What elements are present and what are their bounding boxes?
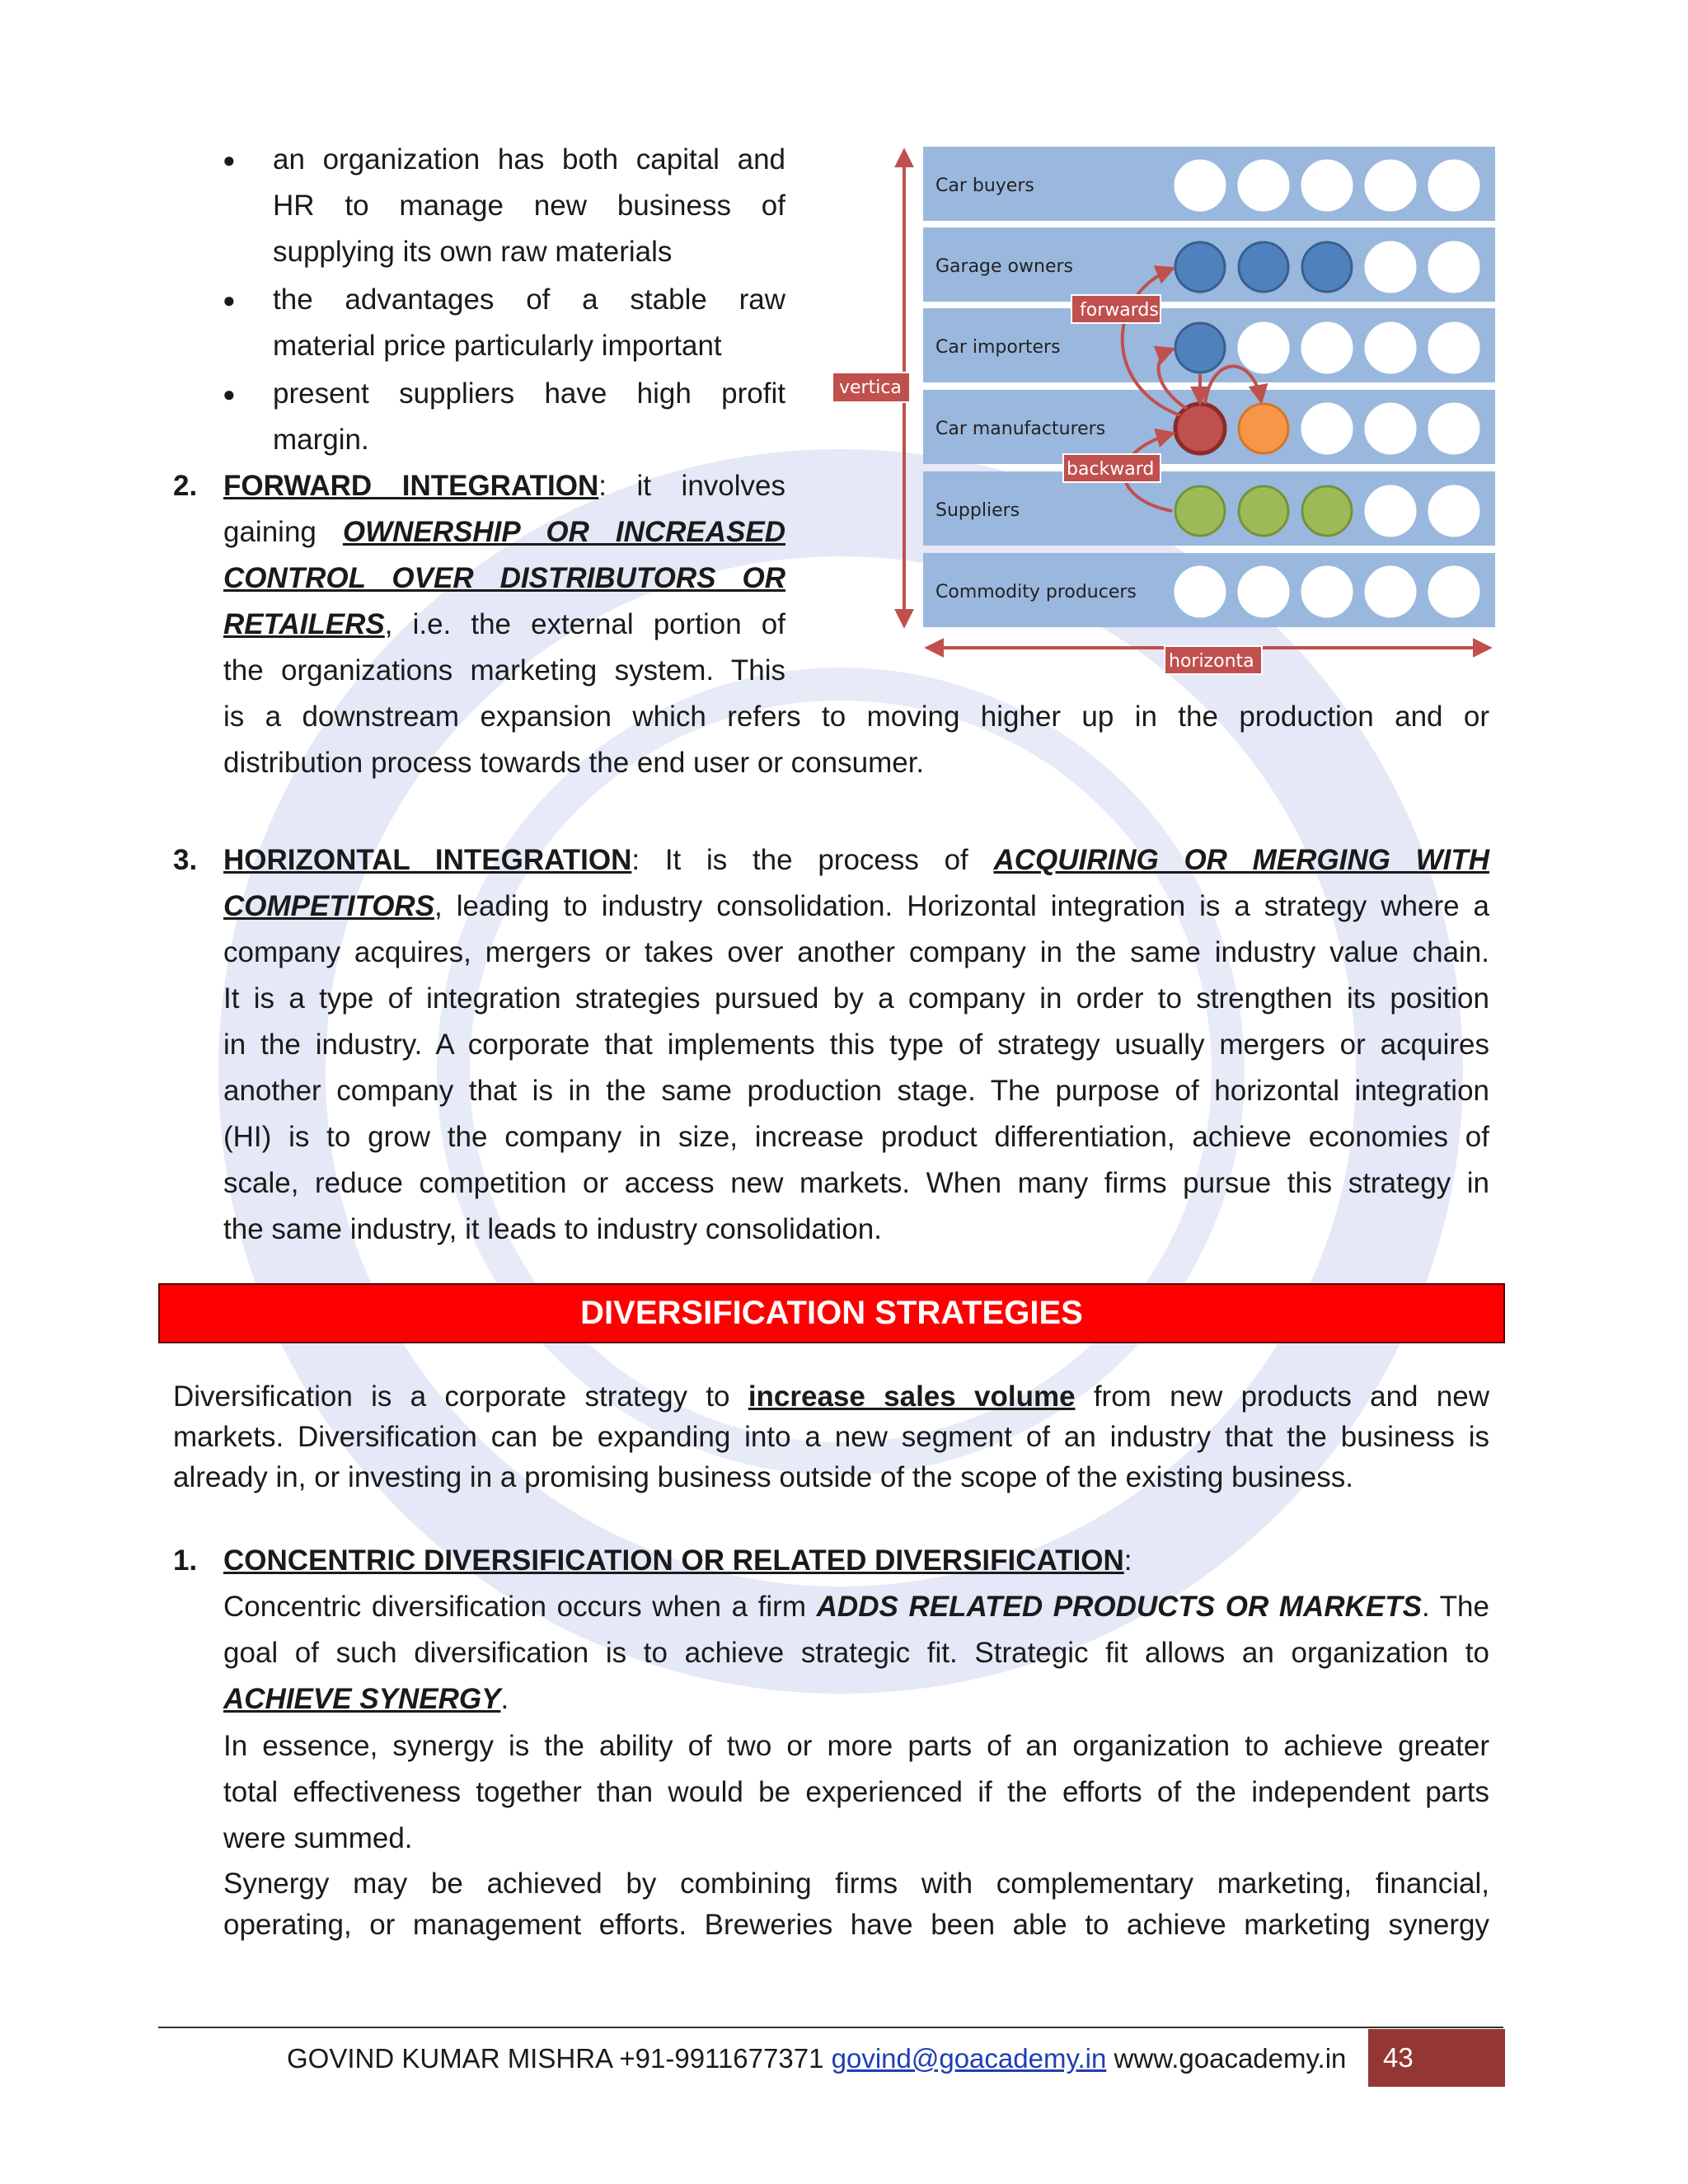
- footer-text: [287, 2034, 1346, 2083]
- node-circle: [1239, 161, 1288, 210]
- list-number: 3.: [173, 844, 198, 876]
- svg-text:Commodity producers: Commodity producers: [935, 582, 1137, 602]
- node-circle: [1302, 161, 1352, 210]
- node-circle: [1175, 404, 1225, 453]
- footer-rule: [158, 2027, 1503, 2028]
- label-backward: [1063, 454, 1160, 482]
- bullet-dot: ●: [223, 148, 236, 172]
- horizontal-heading: HORIZONTAL INTEGRATION: [223, 844, 632, 876]
- bullet-dot: ●: [223, 382, 236, 406]
- page-number-box: [1368, 2029, 1505, 2087]
- node-circle: [1175, 242, 1225, 292]
- horizontal-line: the same industry, it leads to industry consolidation.: [223, 1213, 882, 1245]
- svg-text:forwards: forwards: [1080, 300, 1159, 321]
- concentric-heading: CONCENTRIC DIVERSIFICATION OR RELATED DIVERSIFICATION: [223, 1544, 1124, 1577]
- concentric-line-1: Concentric diversification occurs when a firm ADDS RELATED PRODUCTS OR MARKETS. The: [223, 1591, 1489, 1623]
- integration-diagram: [824, 140, 1517, 684]
- node-circle: [1239, 567, 1288, 616]
- footer-site: www.goacademy.in: [1114, 2043, 1347, 2074]
- section-title-bar: DIVERSIFICATION STRATEGIES: [158, 1283, 1505, 1343]
- svg-text:vertica: vertica: [839, 377, 902, 398]
- page-number: 43: [1383, 2042, 1414, 2073]
- forward-line-7: distribution process towards the end user or consumer.: [223, 747, 925, 779]
- synergy-line-2: total effectiveness together than would be experienced if the efforts of the independent parts: [223, 1776, 1489, 1808]
- horizontal-line: scale, reduce competition or access new markets. When many firms pursue this strategy in: [223, 1167, 1489, 1199]
- bullet-dot: ●: [223, 288, 236, 312]
- forward-line-6: is a downstream expansion which refers to moving higher up in the production and or: [223, 701, 1489, 733]
- node-circle: [1366, 404, 1415, 453]
- bullet-line: an organization has both capital and: [273, 143, 785, 176]
- horizontal-line: (HI) is to grow the company in size, increase product differentiation, achieve economies of: [223, 1121, 1489, 1153]
- horizontal-line: company acquires, mergers or takes over another company in the same industry value chain.: [223, 936, 1489, 968]
- bullet-line: margin.: [273, 424, 369, 456]
- svg-text:Garage owners: Garage owners: [935, 256, 1073, 277]
- synergy-line-4: Synergy may be achieved by combining firms with complementary marketing, financial,: [223, 1868, 1489, 1900]
- footer-name: GOVIND KUMAR MISHRA +91-9911677371: [287, 2043, 824, 2074]
- node-circle: [1239, 323, 1288, 373]
- horizontal-line-1: HORIZONTAL INTEGRATION: It is the process of ACQUIRING OR MERGING WITH: [223, 844, 1489, 876]
- node-circle: [1175, 486, 1225, 536]
- node-circle: [1366, 567, 1415, 616]
- node-circle: [1429, 323, 1479, 373]
- bullet-line: present suppliers have high profit: [273, 377, 785, 410]
- node-circle: [1429, 161, 1479, 210]
- list-number: 1.: [173, 1544, 198, 1577]
- horizontal-line: another company that is in the same production stage. The purpose of horizontal integration: [223, 1075, 1489, 1107]
- forward-line-5: the organizations marketing system. This: [223, 654, 785, 687]
- forward-line-2: gaining OWNERSHIP OR INCREASED: [223, 516, 785, 548]
- node-circle: [1366, 486, 1415, 536]
- synergy-line-1: In essence, synergy is the ability of two or more parts of an organization to achieve greater: [223, 1730, 1489, 1762]
- node-circle: [1302, 404, 1352, 453]
- forward-heading: FORWARD INTEGRATION: [223, 470, 599, 502]
- synergy-line-5: operating, or management efforts. Breweries have been able to achieve marketing synergy: [223, 1909, 1489, 1941]
- node-circle: [1429, 242, 1479, 292]
- node-circle: [1429, 567, 1479, 616]
- svg-text:horizonta: horizonta: [1169, 651, 1254, 672]
- bullet-line: the advantages of a stable raw: [273, 284, 785, 316]
- bullet-line: material price particularly important: [273, 330, 722, 362]
- node-circle: [1175, 323, 1225, 373]
- node-circle: [1239, 404, 1288, 453]
- diversification-line-2: markets. Diversification can be expanding into a new segment of an industry that the business is: [173, 1421, 1489, 1453]
- node-circle: [1302, 486, 1352, 536]
- node-circle: [1239, 242, 1288, 292]
- diversification-line-3: already in, or investing in a promising business outside of the scope of the existing business.: [173, 1461, 1353, 1493]
- bullet-line: HR to manage new business of: [273, 190, 785, 222]
- svg-text:Car buyers: Car buyers: [935, 176, 1034, 196]
- node-circle: [1175, 161, 1225, 210]
- node-circle: [1302, 567, 1352, 616]
- concentric-heading-line: CONCENTRIC DIVERSIFICATION OR RELATED DIVERSIFICATION:: [223, 1544, 1132, 1577]
- svg-text:Suppliers: Suppliers: [935, 500, 1020, 521]
- node-circle: [1239, 486, 1288, 536]
- horizontal-line: It is a type of integration strategies pursued by a company in order to strengthen its position: [223, 982, 1489, 1015]
- concentric-line-3: ACHIEVE SYNERGY.: [223, 1683, 509, 1715]
- label-vertical: [832, 373, 910, 402]
- horizontal-line: in the industry. A corporate that implements this type of strategy usually mergers or acquires: [223, 1029, 1489, 1061]
- list-number: 2.: [173, 470, 198, 502]
- svg-text:Car manufacturers: Car manufacturers: [935, 419, 1106, 439]
- node-circle: [1429, 486, 1479, 536]
- node-circle: [1366, 323, 1415, 373]
- forward-line-1: FORWARD INTEGRATION: it involves: [223, 470, 785, 502]
- bullet-line: supplying its own raw materials: [273, 236, 673, 268]
- horizontal-line-2: COMPETITORS, leading to industry consolidation. Horizontal integration is a strategy where a: [223, 890, 1489, 922]
- forward-line-3: CONTROL OVER DISTRIBUTORS OR: [223, 562, 785, 594]
- label-forwards: [1071, 295, 1160, 323]
- node-circle: [1366, 161, 1415, 210]
- node-circle: [1175, 567, 1225, 616]
- node-circle: [1302, 242, 1352, 292]
- node-circle: [1429, 404, 1479, 453]
- node-circle: [1302, 323, 1352, 373]
- svg-text:Car importers: Car importers: [935, 337, 1061, 358]
- label-horizontal: [1165, 646, 1262, 674]
- diversification-line-1: Diversification is a corporate strategy to increase sales volume from new products and new: [173, 1380, 1489, 1413]
- node-circle: [1366, 242, 1415, 292]
- concentric-line-2: goal of such diversification is to achieve strategic fit. Strategic fit allows an organization to: [223, 1637, 1489, 1669]
- forward-line-4: RETAILERS, i.e. the external portion of: [223, 608, 785, 640]
- svg-text:backward: backward: [1067, 459, 1155, 480]
- footer-email-link[interactable]: govind@goacademy.in: [831, 2043, 1107, 2074]
- synergy-line-3: were summed.: [223, 1822, 413, 1854]
